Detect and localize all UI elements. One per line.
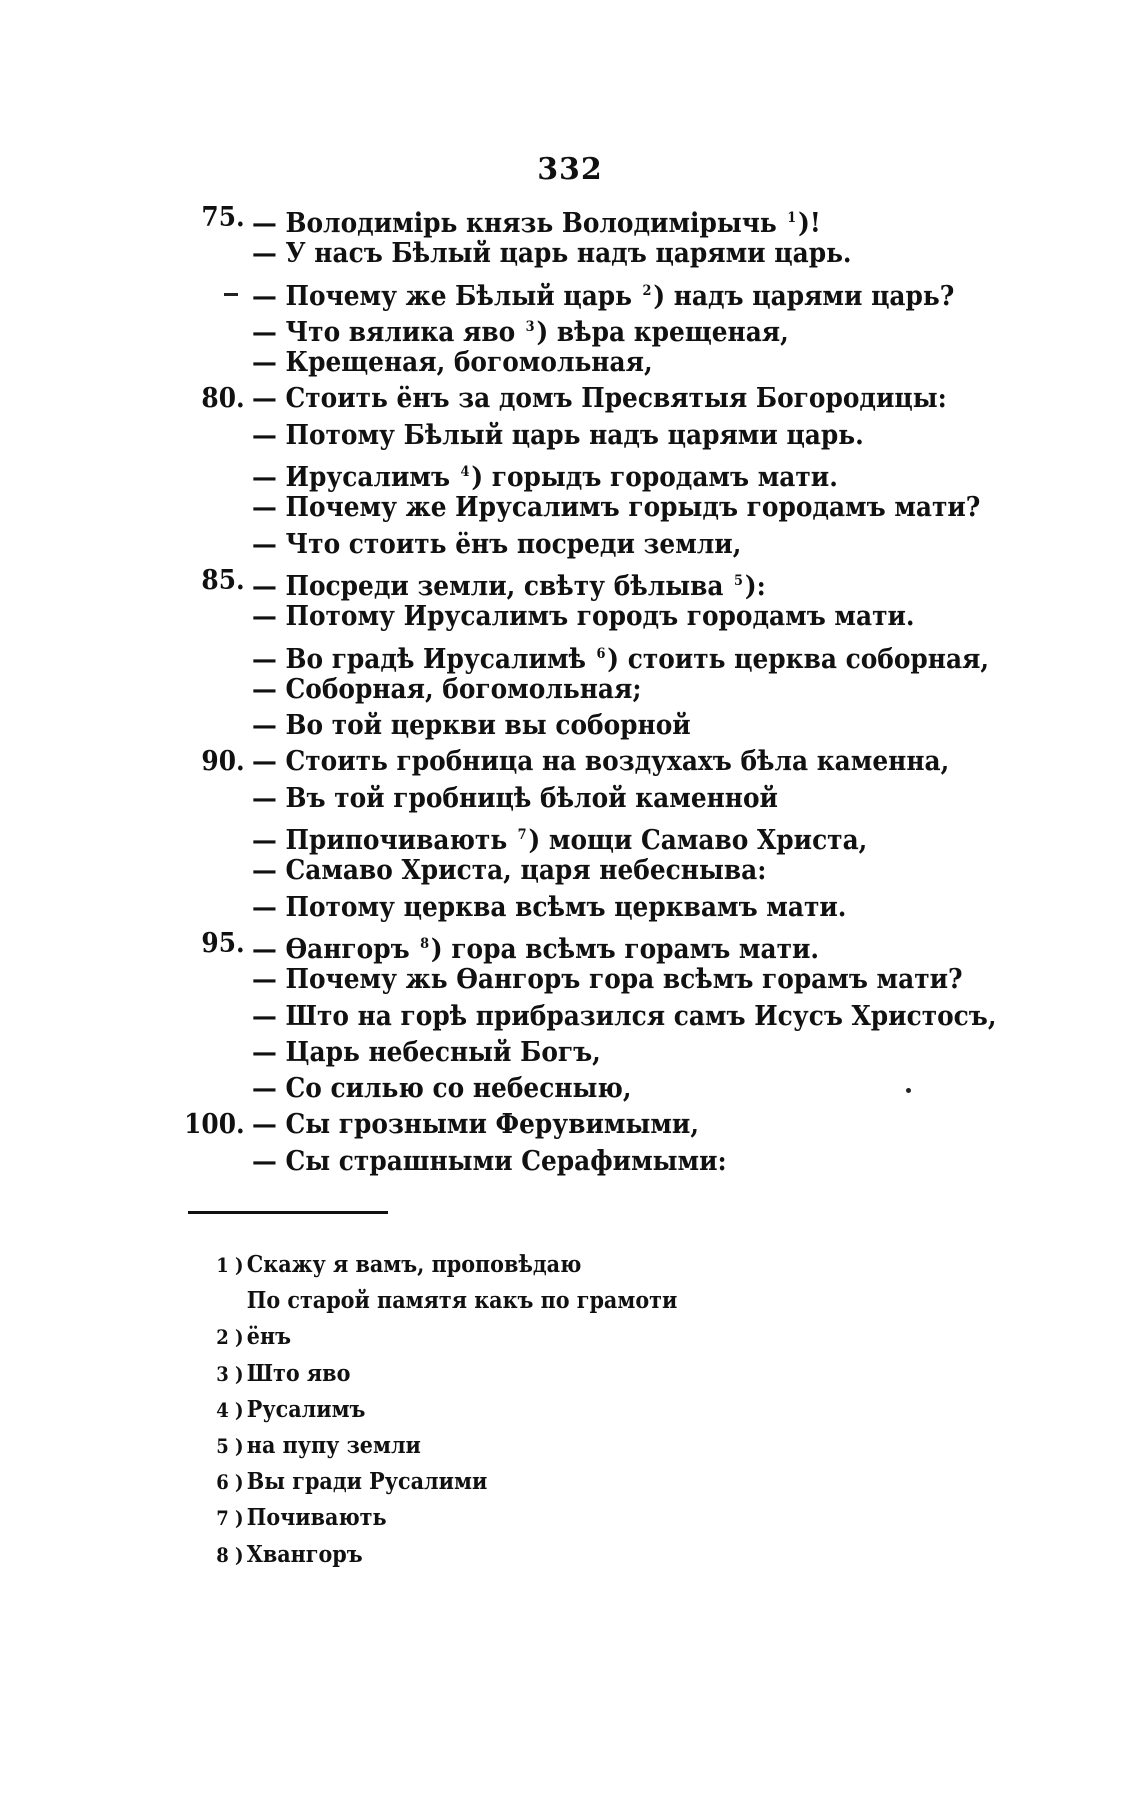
verse-continuation: ) стоить церква соборная, <box>607 643 990 675</box>
footnote <box>200 1428 830 1464</box>
verse-continuation: ) горыдъ городамъ мати. <box>471 462 838 494</box>
verse-body: Стоить ёнъ за домъ Пресвятыя Богородицы: <box>285 383 947 415</box>
verse-text <box>252 345 653 381</box>
verse-line <box>160 781 988 817</box>
verse-dash: — <box>252 570 277 602</box>
verse-text <box>252 599 915 635</box>
page-number: 332 <box>537 152 603 187</box>
verse-dash: — <box>252 419 277 451</box>
footnote-text: Скажу я вамъ, проповѣдаю <box>246 1251 582 1278</box>
verse-dash: — <box>252 1000 277 1032</box>
verse-body: Стоить гробница на воздухахъ бѣла каменна, <box>285 746 950 778</box>
footnote <box>200 1247 830 1283</box>
verse-line <box>160 890 988 926</box>
verse-continuation: ): <box>744 570 766 602</box>
verse-body: Во градѣ Ирусалимѣ <box>285 643 587 675</box>
stray-mark <box>224 293 238 296</box>
footnote-marker: 3 ) <box>216 1361 244 1386</box>
verse-dash: — <box>252 710 277 742</box>
footnote-marker: 1 ) <box>216 1253 244 1277</box>
verse-dash: — <box>252 825 277 857</box>
verse-dash: — <box>252 316 277 348</box>
verse-number: 75. <box>201 202 245 233</box>
verse-body: Что стоить ёнъ посреди земли, <box>285 528 742 560</box>
verse-line <box>160 273 988 312</box>
verse-body: Потому Бѣлый царь надъ царями царь. <box>285 419 864 451</box>
verse-line <box>160 708 988 744</box>
verse-body: Почему же Бѣлый царь <box>285 280 633 312</box>
verse-body: Ирусалимъ <box>285 462 451 494</box>
verse-dash: — <box>252 238 277 270</box>
verse-text <box>252 781 778 817</box>
footnote-text: Што яво <box>246 1359 351 1387</box>
verse-line <box>160 309 988 348</box>
verse-dash: — <box>252 208 277 239</box>
verse-text <box>252 999 997 1035</box>
verse-dash: — <box>252 643 277 675</box>
verse-body: Почему же Ирусалимъ горыдъ городамъ мати? <box>285 492 981 524</box>
footnote-marker: 7 ) <box>216 1506 244 1531</box>
footnote-ref: 3 <box>525 318 535 335</box>
verse-body: Потому церква всѣмъ церквамъ мати. <box>285 891 847 923</box>
verse-line <box>160 636 990 675</box>
footnote-text: Хвангоръ <box>246 1540 363 1568</box>
verse-continuation: ) мощи Самаво Христа, <box>528 825 868 857</box>
footnotes <box>200 1247 900 1573</box>
verse-line <box>160 490 988 526</box>
verse-body: Со силью со небесныю, <box>285 1073 632 1105</box>
footnote-text: По старой памятя какъ по грамоти <box>246 1287 678 1315</box>
verse-body: Царь небесный Богъ, <box>285 1036 601 1068</box>
footnote-ref: 1 <box>787 210 797 226</box>
verse-body: Володимірь князь Володимірычь <box>285 208 777 239</box>
verse-body: Што на горѣ прибразился самъ Исусъ Христосъ, <box>285 1000 997 1032</box>
footnote-ref: 2 <box>642 282 652 299</box>
verse-dash: — <box>252 673 277 705</box>
verse-line <box>160 999 997 1035</box>
footnote-marker: 4 ) <box>216 1397 244 1422</box>
verse-continuation: ) вѣра крещеная, <box>536 316 789 348</box>
verse-dash: — <box>252 964 277 996</box>
verse-line <box>160 563 988 602</box>
footnote-ref: 4 <box>460 464 470 481</box>
verse-dash: — <box>252 528 277 560</box>
verse-line <box>160 817 988 857</box>
footnote-marker: 5 ) <box>216 1433 244 1458</box>
verse-body: Ѳангоръ <box>285 933 410 965</box>
footnote-separator <box>188 1211 388 1214</box>
verse-text <box>252 1035 601 1071</box>
verse-text <box>252 962 963 998</box>
verse-text <box>252 490 980 526</box>
verse-line <box>160 1035 988 1071</box>
verse-text <box>252 1071 632 1107</box>
verse-line <box>160 672 988 708</box>
verse-dash: — <box>252 855 277 887</box>
footnote-text: Вы гради Русалими <box>246 1468 488 1496</box>
verse-line <box>160 853 988 889</box>
verse-body: Припочивають <box>285 825 508 857</box>
footnote <box>200 1500 830 1536</box>
verse-continuation: ) надъ царями царь? <box>653 280 955 312</box>
verse-number: 85. <box>201 564 245 596</box>
verse-line <box>160 236 988 272</box>
footnote-ref: 5 <box>734 572 743 589</box>
verse-dash: — <box>252 492 277 524</box>
footnote-ref: 8 <box>420 935 430 952</box>
verse-line <box>160 599 988 635</box>
verse-body: Крещеная, богомольная, <box>285 347 653 379</box>
footnote <box>200 1537 830 1573</box>
poem-verses <box>160 200 1060 1180</box>
verse-continuation: )! <box>798 208 821 239</box>
footnote-text: Почивають <box>246 1504 387 1532</box>
verse-line <box>160 1071 988 1107</box>
footnote-text: Русалимъ <box>246 1395 366 1423</box>
verse-line <box>160 454 988 494</box>
verse-line <box>160 418 988 454</box>
verse-body: Почему жь Ѳангоръ гора всѣмъ горамъ мати? <box>285 964 963 996</box>
verse-body: Сы грозными Ферувимыми, <box>285 1109 700 1141</box>
verse-text <box>252 853 766 889</box>
verse-line <box>160 1107 988 1143</box>
verse-text <box>252 672 642 708</box>
verse-text <box>252 890 846 926</box>
footnote <box>200 1464 830 1500</box>
footnote-ref: 6 <box>596 645 606 662</box>
verse-number: 90. <box>201 746 245 778</box>
verse-text <box>252 1107 699 1143</box>
verse-number: 80. <box>201 383 245 415</box>
footnote <box>200 1392 830 1428</box>
verse-body: Что вялика яво <box>285 316 516 348</box>
verse-body: Соборная, богомольная; <box>285 673 642 705</box>
verse-line <box>160 200 988 239</box>
verse-line <box>160 1144 988 1180</box>
verse-number: 100. <box>184 1109 245 1141</box>
footnote <box>200 1356 830 1392</box>
verse-dash: — <box>252 347 277 379</box>
verse-dash: — <box>252 601 277 633</box>
verse-dash: — <box>252 462 277 494</box>
footnote-marker: 2 ) <box>216 1325 244 1350</box>
footnote-text: ёнъ <box>246 1323 292 1351</box>
verse-text <box>252 381 947 417</box>
verse-line <box>160 381 988 417</box>
verse-body: Потому Ирусалимъ городъ городамъ мати. <box>285 601 915 633</box>
verse-line <box>160 744 988 780</box>
stray-mark <box>906 1088 911 1093</box>
verse-continuation: ) гора всѣмъ горамъ мати. <box>430 933 820 965</box>
verse-number: 95. <box>201 927 245 959</box>
verse-text <box>252 708 691 744</box>
verse-body: Самаво Христа, царя небесныва: <box>285 855 767 887</box>
verse-dash: — <box>252 1109 277 1141</box>
footnote-ref: 7 <box>517 827 527 844</box>
verse-line <box>160 527 988 563</box>
verse-body: Въ той гробницѣ бѣлой каменной <box>285 782 778 814</box>
footnote-marker: 6 ) <box>216 1470 244 1495</box>
verse-text <box>252 1144 727 1180</box>
verse-dash: — <box>252 933 277 965</box>
verse-dash: — <box>252 1036 277 1068</box>
footnote <box>200 1319 830 1355</box>
footnote <box>200 1283 830 1319</box>
verse-dash: — <box>252 383 277 415</box>
verse-text <box>252 418 864 454</box>
verse-dash: — <box>252 280 277 312</box>
verse-dash: — <box>252 782 277 814</box>
verse-body: Во той церкви вы соборной <box>285 710 691 742</box>
verse-body: Сы страшными Серафимыми: <box>285 1145 727 1177</box>
verse-line <box>160 926 988 965</box>
verse-body: Посреди земли, свѣту бѣлыва <box>285 570 724 602</box>
verse-dash: — <box>252 1145 277 1177</box>
verse-dash: — <box>252 891 277 923</box>
verse-text <box>252 744 949 780</box>
verse-line <box>160 962 988 998</box>
verse-body: У насъ Бѣлый царь надъ царями царь. <box>285 238 852 270</box>
footnote-marker: 8 ) <box>216 1542 244 1567</box>
verse-dash: — <box>252 746 277 778</box>
verse-dash: — <box>252 1073 277 1105</box>
footnote-text: на пупу земли <box>246 1431 421 1459</box>
verse-text <box>252 527 741 563</box>
verse-text <box>252 236 852 272</box>
verse-line <box>160 345 988 381</box>
